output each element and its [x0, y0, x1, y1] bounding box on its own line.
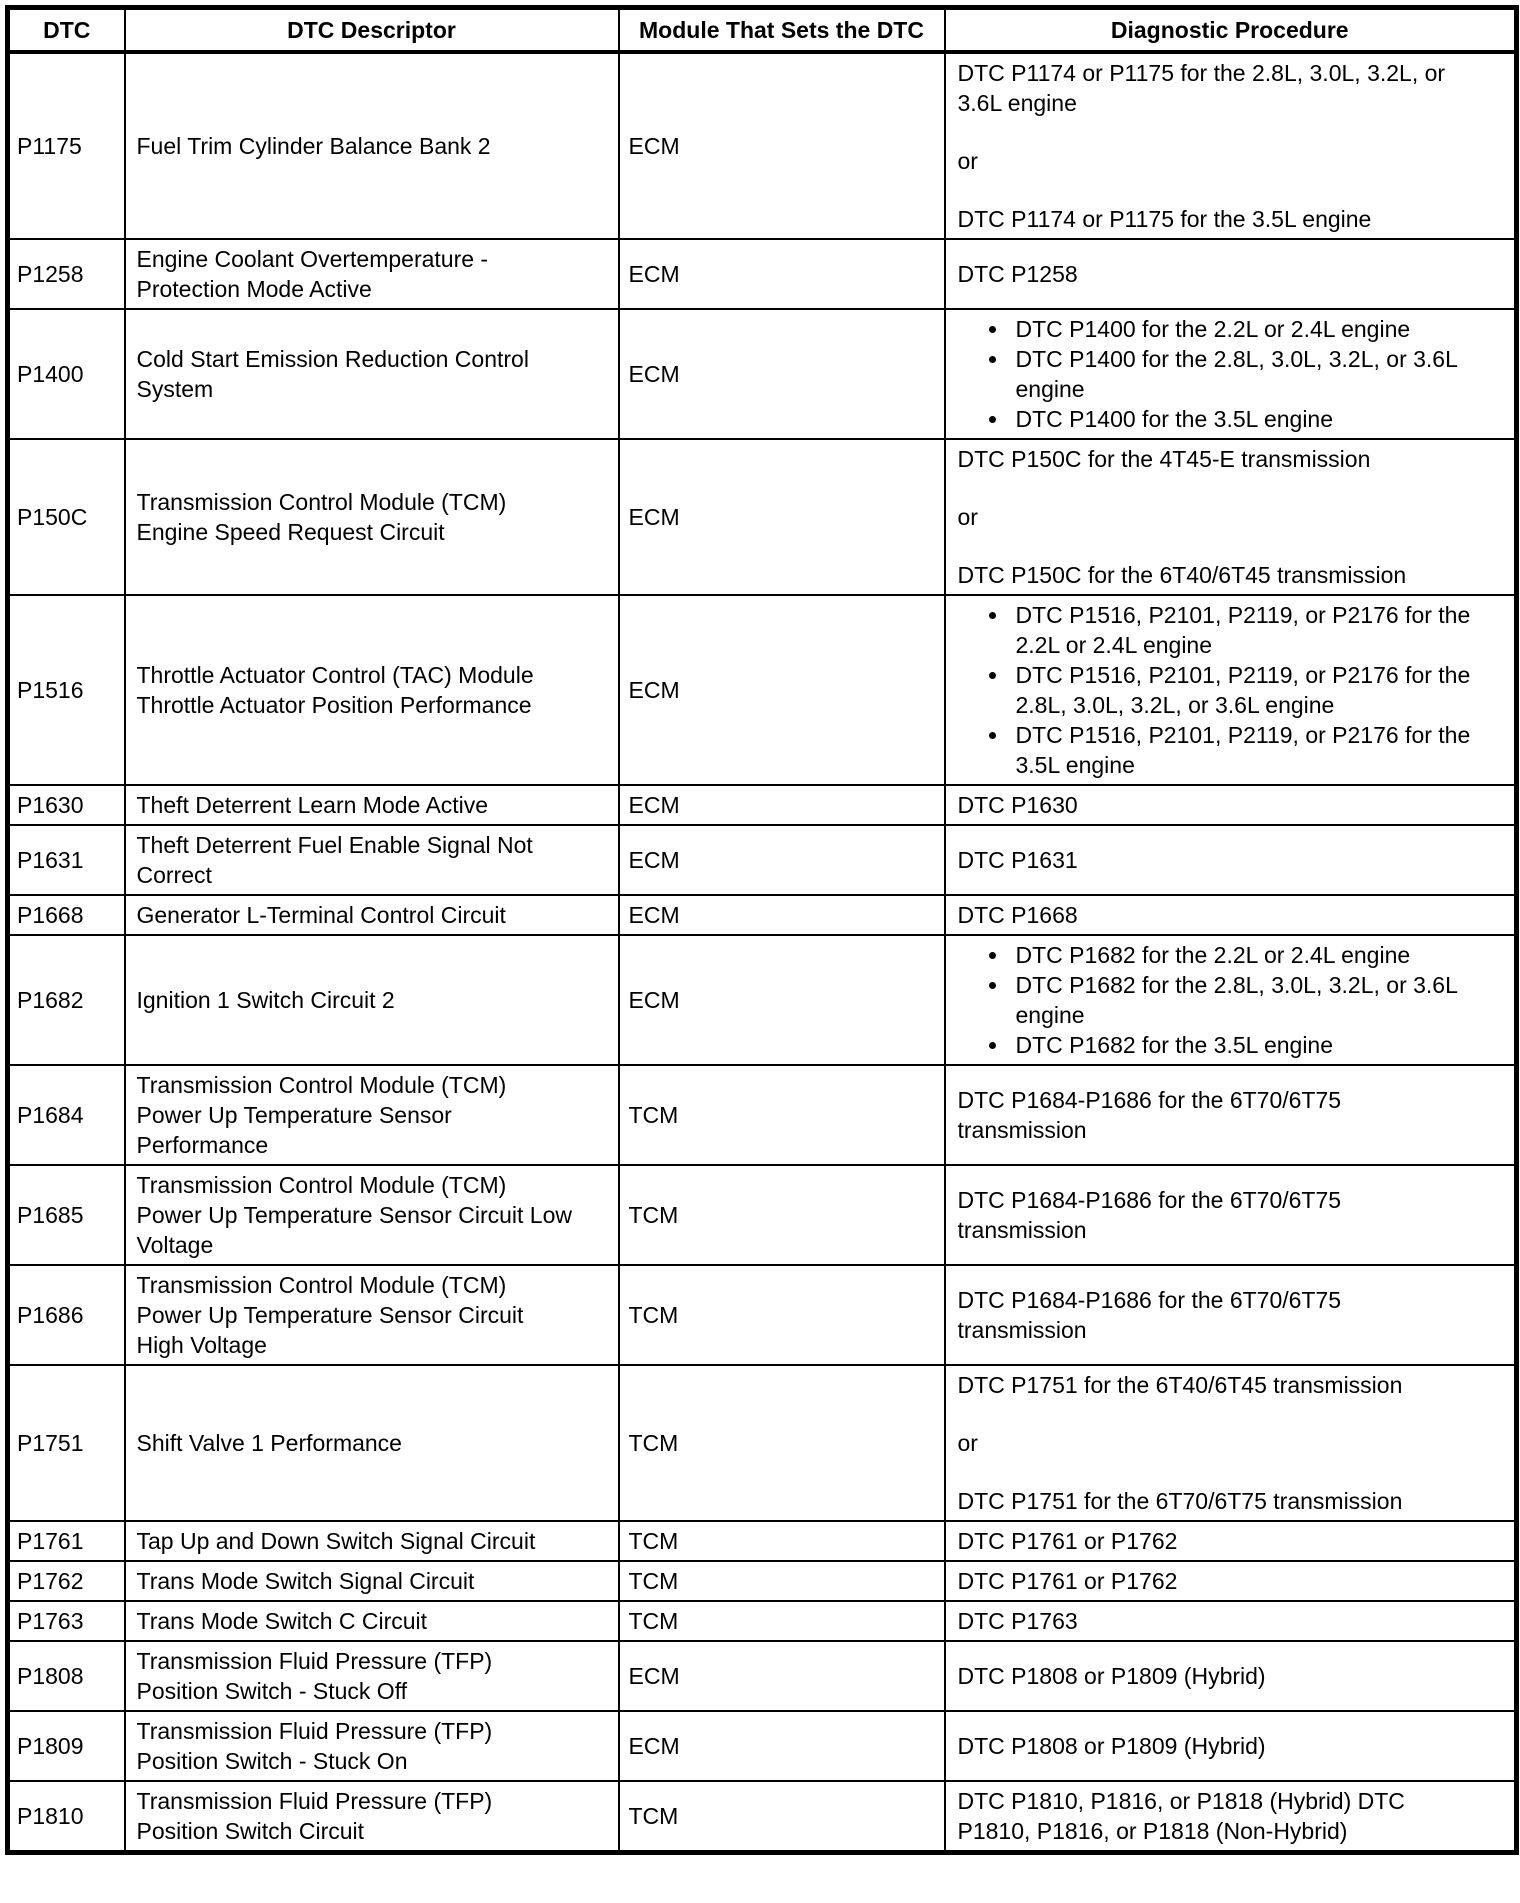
procedure-line: DTC P1631	[957, 847, 1078, 873]
dtc-code: P1685	[17, 1202, 84, 1228]
procedure-line: DTC P1684-P1686 for the 6T70/6T75	[957, 1287, 1342, 1313]
module-name: TCM	[628, 1568, 679, 1594]
procedure-cell	[945, 595, 1517, 785]
descriptor-line: Transmission Fluid Pressure (TFP)	[136, 1648, 493, 1674]
dtc-code: P1686	[17, 1302, 84, 1328]
procedure-cell	[945, 1601, 1517, 1641]
module-cell	[619, 935, 945, 1065]
dtc-code: P1668	[17, 902, 84, 928]
descriptor-line: Protection Mode Active	[136, 276, 372, 302]
descriptor-line: Transmission Control Module (TCM)	[136, 489, 507, 515]
module-cell	[619, 1065, 945, 1165]
procedure-cell	[945, 1065, 1517, 1165]
descriptor-line: Shift Valve 1 Performance	[136, 1430, 402, 1456]
dtc-code: P1400	[17, 361, 84, 387]
module-cell	[619, 439, 945, 595]
module-cell	[619, 895, 945, 935]
procedure-line: • DTC P1400 for the 2.8L, 3.0L, 3.2L, or 3.6L	[1015, 346, 1458, 372]
descriptor-cell	[125, 1521, 619, 1561]
procedure-line: DTC P1763	[957, 1608, 1078, 1634]
dtc-cell	[8, 1601, 125, 1641]
procedure-paragraph	[958, 1566, 1507, 1596]
dtc-cell	[8, 1561, 125, 1601]
procedure-cell	[945, 1641, 1517, 1711]
procedure-paragraph	[958, 1486, 1507, 1516]
descriptor-cell	[125, 895, 619, 935]
procedure-line: 3.5L engine	[1015, 752, 1135, 778]
descriptor-line: Power Up Temperature Sensor Circuit Low	[136, 1202, 572, 1228]
procedure-bullet-list	[958, 600, 1507, 780]
procedure-cell	[945, 895, 1517, 935]
module-cell	[619, 1711, 945, 1781]
procedure-bullet-item	[1010, 344, 1507, 404]
procedure-cell	[945, 825, 1517, 895]
descriptor-line: Tap Up and Down Switch Signal Circuit	[136, 1528, 536, 1554]
dtc-cell	[8, 825, 125, 895]
descriptor-line: Correct	[136, 862, 212, 888]
procedure-cell	[945, 1781, 1517, 1853]
table-row	[8, 895, 1517, 935]
dtc-cell	[8, 1165, 125, 1265]
descriptor-line: System	[136, 376, 214, 402]
module-cell	[619, 825, 945, 895]
descriptor-line: Throttle Actuator Control (TAC) Module	[136, 662, 534, 688]
table-row	[8, 1781, 1517, 1853]
procedure-bullet-item	[1010, 404, 1507, 434]
procedure-paragraph	[958, 58, 1507, 118]
procedure-paragraph	[958, 1526, 1507, 1556]
procedure-line: transmission	[957, 1117, 1087, 1143]
module-name: TCM	[628, 1302, 679, 1328]
procedure-line: P1810, P1816, or P1818 (Non-Hybrid)	[957, 1818, 1348, 1844]
column-header: DTC Descriptor	[125, 8, 619, 53]
dtc-cell	[8, 785, 125, 825]
table-row	[8, 1265, 1517, 1365]
procedure-line: DTC P1808 or P1809 (Hybrid)	[957, 1733, 1266, 1759]
procedure-paragraph	[958, 1370, 1507, 1400]
procedure-line: • DTC P1682 for the 2.8L, 3.0L, 3.2L, or 3.6L	[1015, 972, 1458, 998]
procedure-line: • DTC P1516, P2101, P2119, or P2176 for the	[1015, 722, 1471, 748]
dtc-code: P1763	[17, 1608, 84, 1634]
procedure-line: transmission	[957, 1217, 1087, 1243]
descriptor-cell	[125, 52, 619, 239]
module-name: ECM	[628, 847, 680, 873]
descriptor-line: Theft Deterrent Fuel Enable Signal Not	[136, 832, 533, 858]
procedure-bullet-item	[1010, 940, 1507, 970]
table-header-row	[8, 8, 1517, 53]
procedure-line: engine	[1015, 376, 1085, 402]
procedure-cell	[945, 439, 1517, 595]
descriptor-line: Performance	[136, 1132, 269, 1158]
dtc-cell	[8, 52, 125, 239]
procedure-cell	[945, 1711, 1517, 1781]
procedure-cell	[945, 1265, 1517, 1365]
procedure-line: DTC P1174 or P1175 for the 3.5L engine	[957, 206, 1372, 232]
dtc-cell	[8, 895, 125, 935]
procedure-paragraph	[958, 845, 1507, 875]
dtc-code: P1762	[17, 1568, 84, 1594]
procedure-paragraph	[958, 1428, 1507, 1458]
descriptor-cell	[125, 825, 619, 895]
procedure-paragraph	[958, 444, 1507, 474]
module-name: ECM	[628, 987, 680, 1013]
procedure-paragraph	[958, 1606, 1507, 1636]
descriptor-line: Transmission Control Module (TCM)	[136, 1072, 507, 1098]
procedure-line: DTC P1668	[957, 902, 1078, 928]
dtc-code: P1751	[17, 1430, 84, 1456]
procedure-paragraph	[958, 790, 1507, 820]
table-row	[8, 785, 1517, 825]
descriptor-line: Trans Mode Switch Signal Circuit	[136, 1568, 475, 1594]
module-cell	[619, 1561, 945, 1601]
descriptor-cell	[125, 1365, 619, 1521]
procedure-cell	[945, 785, 1517, 825]
module-cell	[619, 1521, 945, 1561]
table-row	[8, 439, 1517, 595]
module-name: TCM	[628, 1202, 679, 1228]
procedure-line: • DTC P1516, P2101, P2119, or P2176 for the	[1015, 662, 1471, 688]
descriptor-cell	[125, 309, 619, 439]
procedure-paragraph	[958, 1731, 1507, 1761]
table-row	[8, 1641, 1517, 1711]
descriptor-cell	[125, 1165, 619, 1265]
procedure-paragraph	[958, 1786, 1507, 1846]
table-row	[8, 1711, 1517, 1781]
dtc-cell	[8, 1521, 125, 1561]
table-header	[8, 8, 1517, 53]
procedure-cell	[945, 239, 1517, 309]
procedure-paragraph	[958, 1661, 1507, 1691]
table-body	[8, 52, 1517, 1853]
procedure-line: • DTC P1682 for the 3.5L engine	[1015, 1032, 1334, 1058]
column-header: Module That Sets the DTC	[619, 8, 945, 53]
descriptor-line: Transmission Fluid Pressure (TFP)	[136, 1788, 493, 1814]
module-name: ECM	[628, 792, 680, 818]
procedure-line: engine	[1015, 1002, 1085, 1028]
dtc-code: P1630	[17, 792, 84, 818]
descriptor-cell	[125, 935, 619, 1065]
module-name: ECM	[628, 1733, 680, 1759]
procedure-paragraph	[958, 502, 1507, 532]
module-cell	[619, 309, 945, 439]
descriptor-line: Ignition 1 Switch Circuit 2	[136, 987, 395, 1013]
dtc-cell	[8, 1781, 125, 1853]
procedure-bullet-item	[1010, 1030, 1507, 1060]
descriptor-cell	[125, 595, 619, 785]
table-row	[8, 1365, 1517, 1521]
module-name: ECM	[628, 1663, 680, 1689]
procedure-paragraph	[958, 259, 1507, 289]
dtc-cell	[8, 439, 125, 595]
descriptor-line: Position Switch - Stuck Off	[136, 1678, 408, 1704]
module-cell	[619, 52, 945, 239]
dtc-cell	[8, 1065, 125, 1165]
module-name: TCM	[628, 1102, 679, 1128]
dtc-code: P1175	[17, 133, 82, 159]
table-row	[8, 309, 1517, 439]
dtc-cell	[8, 1265, 125, 1365]
descriptor-line: Position Switch Circuit	[136, 1818, 365, 1844]
table-row	[8, 1601, 1517, 1641]
column-header: DTC	[8, 8, 125, 53]
descriptor-line: Position Switch - Stuck On	[136, 1748, 408, 1774]
column-header: Diagnostic Procedure	[945, 8, 1517, 53]
procedure-line: • DTC P1682 for the 2.2L or 2.4L engine	[1015, 942, 1411, 968]
module-name: TCM	[628, 1803, 679, 1829]
module-cell	[619, 1781, 945, 1853]
procedure-line: DTC P1808 or P1809 (Hybrid)	[957, 1663, 1266, 1689]
procedure-line: • DTC P1516, P2101, P2119, or P2176 for the	[1015, 602, 1471, 628]
procedure-line: DTC P1684-P1686 for the 6T70/6T75	[957, 1087, 1342, 1113]
table-row	[8, 239, 1517, 309]
procedure-cell	[945, 935, 1517, 1065]
descriptor-cell	[125, 439, 619, 595]
descriptor-line: Generator L-Terminal Control Circuit	[136, 902, 506, 928]
table-row	[8, 825, 1517, 895]
procedure-line: DTC P1174 or P1175 for the 2.8L, 3.0L, 3.2L, or	[957, 60, 1446, 86]
descriptor-cell	[125, 1781, 619, 1853]
descriptor-line: Fuel Trim Cylinder Balance Bank 2	[136, 133, 491, 159]
procedure-line: DTC P1630	[957, 792, 1078, 818]
descriptor-line: Throttle Actuator Position Performance	[136, 692, 532, 718]
procedure-line: • DTC P1400 for the 3.5L engine	[1015, 406, 1334, 432]
module-cell	[619, 1641, 945, 1711]
module-name: ECM	[628, 677, 680, 703]
descriptor-cell	[125, 1561, 619, 1601]
table-row	[8, 52, 1517, 239]
procedure-bullet-item	[1010, 600, 1507, 660]
procedure-bullet-item	[1010, 970, 1507, 1030]
descriptor-line: Theft Deterrent Learn Mode Active	[136, 792, 489, 818]
dtc-cell	[8, 935, 125, 1065]
descriptor-line: Trans Mode Switch C Circuit	[136, 1608, 428, 1634]
dtc-code: P1809	[17, 1733, 84, 1759]
module-name: TCM	[628, 1528, 679, 1554]
procedure-cell	[945, 1521, 1517, 1561]
procedure-line: DTC P150C for the 4T45-E transmission	[957, 446, 1371, 472]
procedure-line: 3.6L engine	[957, 90, 1077, 116]
procedure-line: DTC P1258	[957, 261, 1078, 287]
descriptor-cell	[125, 1065, 619, 1165]
procedure-line: transmission	[957, 1317, 1087, 1343]
descriptor-line: Voltage	[136, 1232, 214, 1258]
module-cell	[619, 239, 945, 309]
dtc-cell	[8, 1641, 125, 1711]
dtc-cell	[8, 1365, 125, 1521]
dtc-cell	[8, 1711, 125, 1781]
procedure-bullet-item	[1010, 720, 1507, 780]
procedure-paragraph	[958, 1285, 1507, 1345]
module-name: TCM	[628, 1608, 679, 1634]
descriptor-line: Power Up Temperature Sensor Circuit	[136, 1302, 524, 1328]
procedure-line: or	[957, 1430, 978, 1456]
module-cell	[619, 1165, 945, 1265]
procedure-bullet-item	[1010, 314, 1507, 344]
procedure-line: DTC P150C for the 6T40/6T45 transmission	[957, 562, 1407, 588]
dtc-table	[5, 5, 1519, 1855]
procedure-cell	[945, 1365, 1517, 1521]
module-cell	[619, 1601, 945, 1641]
table-row	[8, 595, 1517, 785]
procedure-line: DTC P1761 or P1762	[957, 1528, 1178, 1554]
procedure-line: 2.8L, 3.0L, 3.2L, or 3.6L engine	[1015, 692, 1335, 718]
procedure-paragraph	[958, 900, 1507, 930]
procedure-line: DTC P1761 or P1762	[957, 1568, 1178, 1594]
descriptor-cell	[125, 1711, 619, 1781]
descriptor-cell	[125, 1601, 619, 1641]
procedure-line: DTC P1810, P1816, or P1818 (Hybrid) DTC	[957, 1788, 1405, 1814]
dtc-code: P1682	[17, 987, 84, 1013]
procedure-cell	[945, 1165, 1517, 1265]
descriptor-cell	[125, 1641, 619, 1711]
descriptor-line: Power Up Temperature Sensor	[136, 1102, 452, 1128]
procedure-paragraph	[958, 1085, 1507, 1145]
dtc-code: P1516	[17, 677, 84, 703]
dtc-cell	[8, 595, 125, 785]
module-cell	[619, 595, 945, 785]
procedure-cell	[945, 309, 1517, 439]
procedure-line: or	[957, 504, 978, 530]
module-name: ECM	[628, 504, 680, 530]
procedure-cell	[945, 52, 1517, 239]
dtc-code: P1810	[17, 1803, 84, 1829]
procedure-line: DTC P1751 for the 6T70/6T75 transmission	[957, 1488, 1403, 1514]
dtc-cell	[8, 239, 125, 309]
procedure-paragraph	[958, 204, 1507, 234]
descriptor-cell	[125, 239, 619, 309]
descriptor-line: Engine Speed Request Circuit	[136, 519, 445, 545]
procedure-line: 2.2L or 2.4L engine	[1015, 632, 1213, 658]
dtc-code: P1258	[17, 261, 84, 287]
descriptor-line: Transmission Control Module (TCM)	[136, 1172, 507, 1198]
descriptor-line: Transmission Fluid Pressure (TFP)	[136, 1718, 493, 1744]
descriptor-line: Transmission Control Module (TCM)	[136, 1272, 507, 1298]
module-name: ECM	[628, 133, 680, 159]
module-cell	[619, 785, 945, 825]
module-name: ECM	[628, 902, 680, 928]
procedure-bullet-list	[958, 940, 1507, 1060]
module-name: ECM	[628, 261, 680, 287]
procedure-line: DTC P1751 for the 6T40/6T45 transmission	[957, 1372, 1403, 1398]
descriptor-line: Engine Coolant Overtemperature -	[136, 246, 489, 272]
module-cell	[619, 1265, 945, 1365]
dtc-cell	[8, 309, 125, 439]
table-row	[8, 1521, 1517, 1561]
procedure-paragraph	[958, 146, 1507, 176]
table-row	[8, 935, 1517, 1065]
procedure-line: DTC P1684-P1686 for the 6T70/6T75	[957, 1187, 1342, 1213]
dtc-code: P1761	[17, 1528, 84, 1554]
module-name: ECM	[628, 361, 680, 387]
procedure-paragraph	[958, 1185, 1507, 1245]
descriptor-cell	[125, 785, 619, 825]
module-name: TCM	[628, 1430, 679, 1456]
dtc-code: P1631	[17, 847, 84, 873]
procedure-line: • DTC P1400 for the 2.2L or 2.4L engine	[1015, 316, 1411, 342]
procedure-paragraph	[958, 560, 1507, 590]
table-row	[8, 1561, 1517, 1601]
dtc-code: P1684	[17, 1102, 84, 1128]
procedure-cell	[945, 1561, 1517, 1601]
procedure-bullet-item	[1010, 660, 1507, 720]
module-cell	[619, 1365, 945, 1521]
table-row	[8, 1165, 1517, 1265]
descriptor-line: Cold Start Emission Reduction Control	[136, 346, 529, 372]
procedure-line: or	[957, 148, 978, 174]
descriptor-line: High Voltage	[136, 1332, 267, 1358]
table-row	[8, 1065, 1517, 1165]
descriptor-cell	[125, 1265, 619, 1365]
dtc-code: P150C	[17, 504, 88, 530]
dtc-code: P1808	[17, 1663, 84, 1689]
procedure-bullet-list	[958, 314, 1507, 434]
